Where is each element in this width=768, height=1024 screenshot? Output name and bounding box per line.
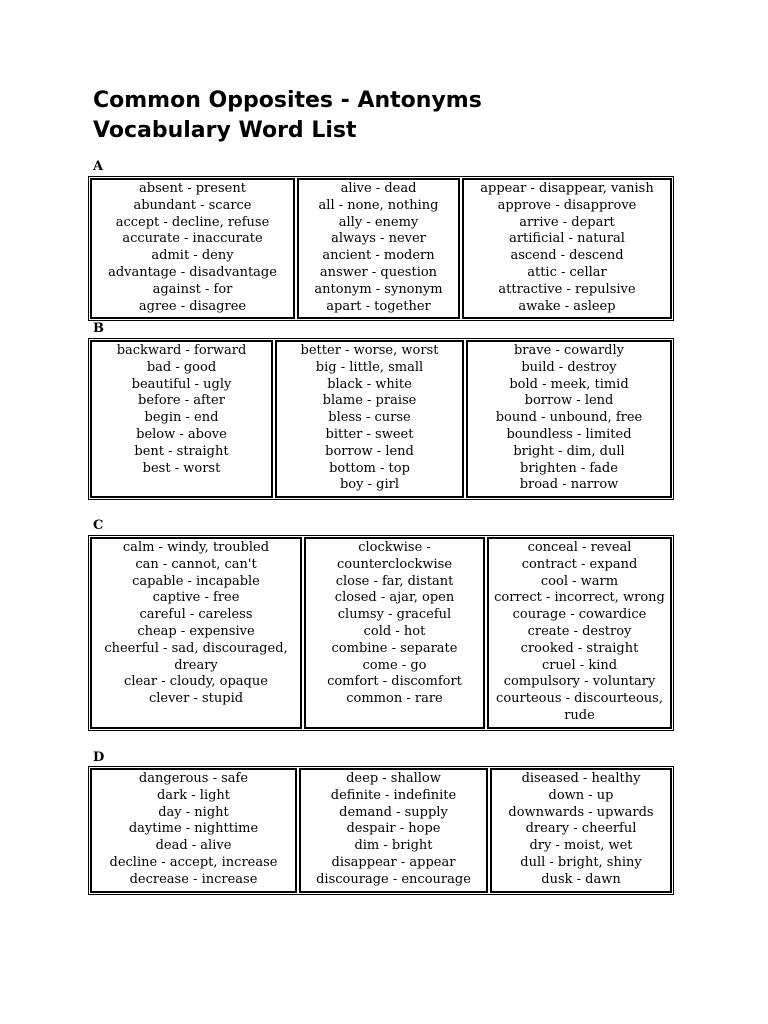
- antonym-pair: capable - incapable: [132, 573, 260, 589]
- word-column: [90, 340, 273, 498]
- antonym-pair: demand - supply: [339, 804, 448, 820]
- word-column: [490, 768, 672, 893]
- antonym-pair: before - after: [138, 393, 225, 409]
- word-column: [466, 340, 672, 498]
- word-column: [90, 768, 297, 893]
- antonym-pair: ancient - modern: [322, 248, 435, 264]
- antonym-pair: alive - dead: [340, 181, 417, 196]
- antonym-pair: apart - together: [326, 298, 431, 314]
- antonym-pair: clumsy - graceful: [337, 607, 452, 623]
- antonym-pair: downwards - upwards: [508, 804, 654, 820]
- antonym-pair: dreary: [174, 657, 218, 673]
- word-column: [299, 768, 488, 893]
- antonym-pair: compulsory - voluntary: [503, 674, 656, 690]
- antonym-pair: rude: [564, 707, 595, 723]
- antonym-pair: can - cannot, can't: [135, 556, 257, 572]
- antonym-pair: best - worst: [142, 460, 221, 476]
- antonym-pair: artificial - natural: [509, 231, 625, 247]
- antonym-pair: bless - curse: [328, 410, 411, 426]
- antonym-pair: arrive - depart: [519, 214, 615, 230]
- antonym-pair: dead - alive: [155, 838, 232, 854]
- antonym-pair: bright - dim, dull: [513, 443, 625, 459]
- antonym-pair: against - for: [152, 281, 233, 297]
- section-letter-a: A: [93, 159, 104, 174]
- antonym-pair: combine - separate: [331, 640, 458, 656]
- antonym-pair: black - white: [327, 376, 412, 392]
- antonym-pair: careful - careless: [139, 607, 253, 623]
- antonym-pair: antonym - synonym: [314, 281, 443, 297]
- antonym-pair: agree - disagree: [138, 298, 247, 314]
- antonym-pair: cheerful - sad, discouraged,: [104, 640, 288, 656]
- word-column: [487, 537, 672, 729]
- section-letter-d: D: [93, 750, 105, 765]
- title-line-2: Vocabulary Word List: [93, 118, 357, 143]
- antonym-pair: brighten - fade: [520, 460, 618, 476]
- antonym-pair: cruel - kind: [541, 657, 618, 673]
- antonym-pair: dark - light: [156, 787, 231, 803]
- antonym-pair: common - rare: [346, 691, 443, 707]
- antonym-pair: awake - asleep: [518, 298, 616, 314]
- antonym-pair: clever - stupid: [148, 691, 244, 707]
- antonym-pair: advantage - disadvantage: [108, 264, 277, 280]
- antonym-pair: accurate - inaccurate: [122, 231, 263, 247]
- antonym-pair: create - destroy: [527, 623, 632, 639]
- antonym-pair: bold - meek, timid: [509, 376, 629, 392]
- antonym-pair: appear - disappear, vanish: [480, 181, 654, 196]
- antonym-pair: down - up: [548, 787, 614, 803]
- antonym-pair: bent - straight: [134, 443, 229, 459]
- antonym-pair: courage - cowardice: [512, 607, 647, 623]
- antonym-pair: approve - disapprove: [497, 197, 637, 213]
- antonym-pair: clockwise -: [358, 540, 431, 555]
- section-table-c: [88, 535, 674, 731]
- word-column: [462, 178, 672, 319]
- antonym-pair: conceal - reveal: [527, 540, 632, 555]
- antonym-pair: ally - enemy: [338, 214, 419, 230]
- antonym-pair: decline - accept, increase: [109, 854, 278, 870]
- antonym-pair: decrease - increase: [129, 871, 258, 887]
- antonym-pair: correct - incorrect, wrong: [494, 590, 665, 606]
- word-column: [90, 178, 295, 319]
- antonym-pair: boy - girl: [339, 477, 399, 493]
- antonym-pair: brave - cowardly: [513, 343, 624, 358]
- antonym-pair: cheap - expensive: [137, 623, 255, 639]
- antonym-pair: absent - present: [139, 181, 246, 196]
- antonym-pair: dangerous - safe: [138, 771, 249, 786]
- antonym-pair: disappear - appear: [331, 854, 456, 870]
- word-column: [297, 178, 460, 319]
- antonym-pair: beautiful - ugly: [131, 376, 232, 392]
- section-table-b: [88, 338, 674, 500]
- antonym-pair: close - far, distant: [335, 573, 454, 589]
- page-title: [93, 86, 482, 146]
- antonym-pair: borrow - lend: [325, 443, 414, 459]
- section-table-d: [88, 766, 674, 895]
- antonym-pair: borrow - lend: [524, 393, 614, 409]
- antonym-pair: answer - question: [319, 264, 438, 280]
- antonym-pair: day - night: [158, 804, 229, 820]
- antonym-pair: dusk - dawn: [541, 871, 621, 887]
- antonym-pair: begin - end: [144, 410, 219, 426]
- section-letter-c: C: [93, 518, 104, 533]
- antonym-pair: boundless - limited: [506, 426, 632, 442]
- antonym-pair: despair - hope: [346, 821, 441, 837]
- antonym-pair: better - worse, worst: [300, 343, 439, 358]
- antonym-pair: admit - deny: [151, 248, 234, 264]
- antonym-pair: big - little, small: [315, 359, 424, 375]
- antonym-pair: clear - cloudy, opaque: [124, 674, 268, 690]
- antonym-pair: definite - indefinite: [330, 787, 457, 803]
- antonym-pair: courteous - discourteous,: [496, 691, 663, 707]
- antonym-pair: diseased - healthy: [521, 771, 641, 786]
- antonym-pair: blame - praise: [322, 393, 417, 409]
- antonym-pair: come - go: [362, 657, 427, 673]
- antonym-pair: attractive - repulsive: [498, 281, 636, 297]
- antonym-pair: all - none, nothing: [318, 197, 439, 213]
- antonym-pair: captive - free: [152, 590, 240, 606]
- word-column: [304, 537, 485, 729]
- antonym-pair: bottom - top: [329, 460, 410, 476]
- antonym-pair: backward - forward: [116, 343, 247, 358]
- title-line-1: Common Opposites - Antonyms: [93, 88, 482, 113]
- antonym-pair: dry - moist, wet: [529, 838, 633, 854]
- antonym-pair: discourage - encourage: [316, 871, 471, 887]
- antonym-pair: below - above: [136, 426, 227, 442]
- antonym-pair: daytime - nighttime: [128, 821, 259, 837]
- antonym-pair: deep - shallow: [346, 771, 441, 786]
- antonym-pair: bound - unbound, free: [495, 410, 643, 426]
- antonym-pair: counterclockwise: [336, 556, 453, 572]
- antonym-pair: always - never: [331, 231, 426, 247]
- antonym-pair: cold - hot: [363, 623, 426, 639]
- antonym-pair: ascend - descend: [510, 248, 624, 264]
- antonym-pair: dreary - cheerful: [525, 821, 637, 837]
- antonym-pair: calm - windy, troubled: [122, 540, 270, 555]
- antonym-pair: bad - good: [146, 359, 217, 375]
- antonym-pair: comfort - discomfort: [327, 674, 462, 690]
- section-table-a: [88, 176, 674, 321]
- antonym-pair: crooked - straight: [520, 640, 639, 656]
- antonym-pair: accept - decline, refuse: [115, 214, 270, 230]
- antonym-pair: abundant - scarce: [133, 197, 252, 213]
- antonym-pair: dull - bright, shiny: [520, 854, 642, 870]
- antonym-pair: dim - bright: [354, 838, 433, 854]
- antonym-pair: build - destroy: [521, 359, 617, 375]
- section-letter-b: B: [93, 321, 104, 336]
- antonym-pair: broad - narrow: [519, 477, 619, 493]
- word-column: [275, 340, 464, 498]
- antonym-pair: bitter - sweet: [325, 426, 414, 442]
- antonym-pair: closed - ajar, open: [334, 590, 455, 606]
- antonym-pair: attic - cellar: [527, 264, 607, 280]
- word-column: [90, 537, 302, 729]
- antonym-pair: contract - expand: [521, 556, 638, 572]
- antonym-pair: cool - warm: [540, 573, 619, 589]
